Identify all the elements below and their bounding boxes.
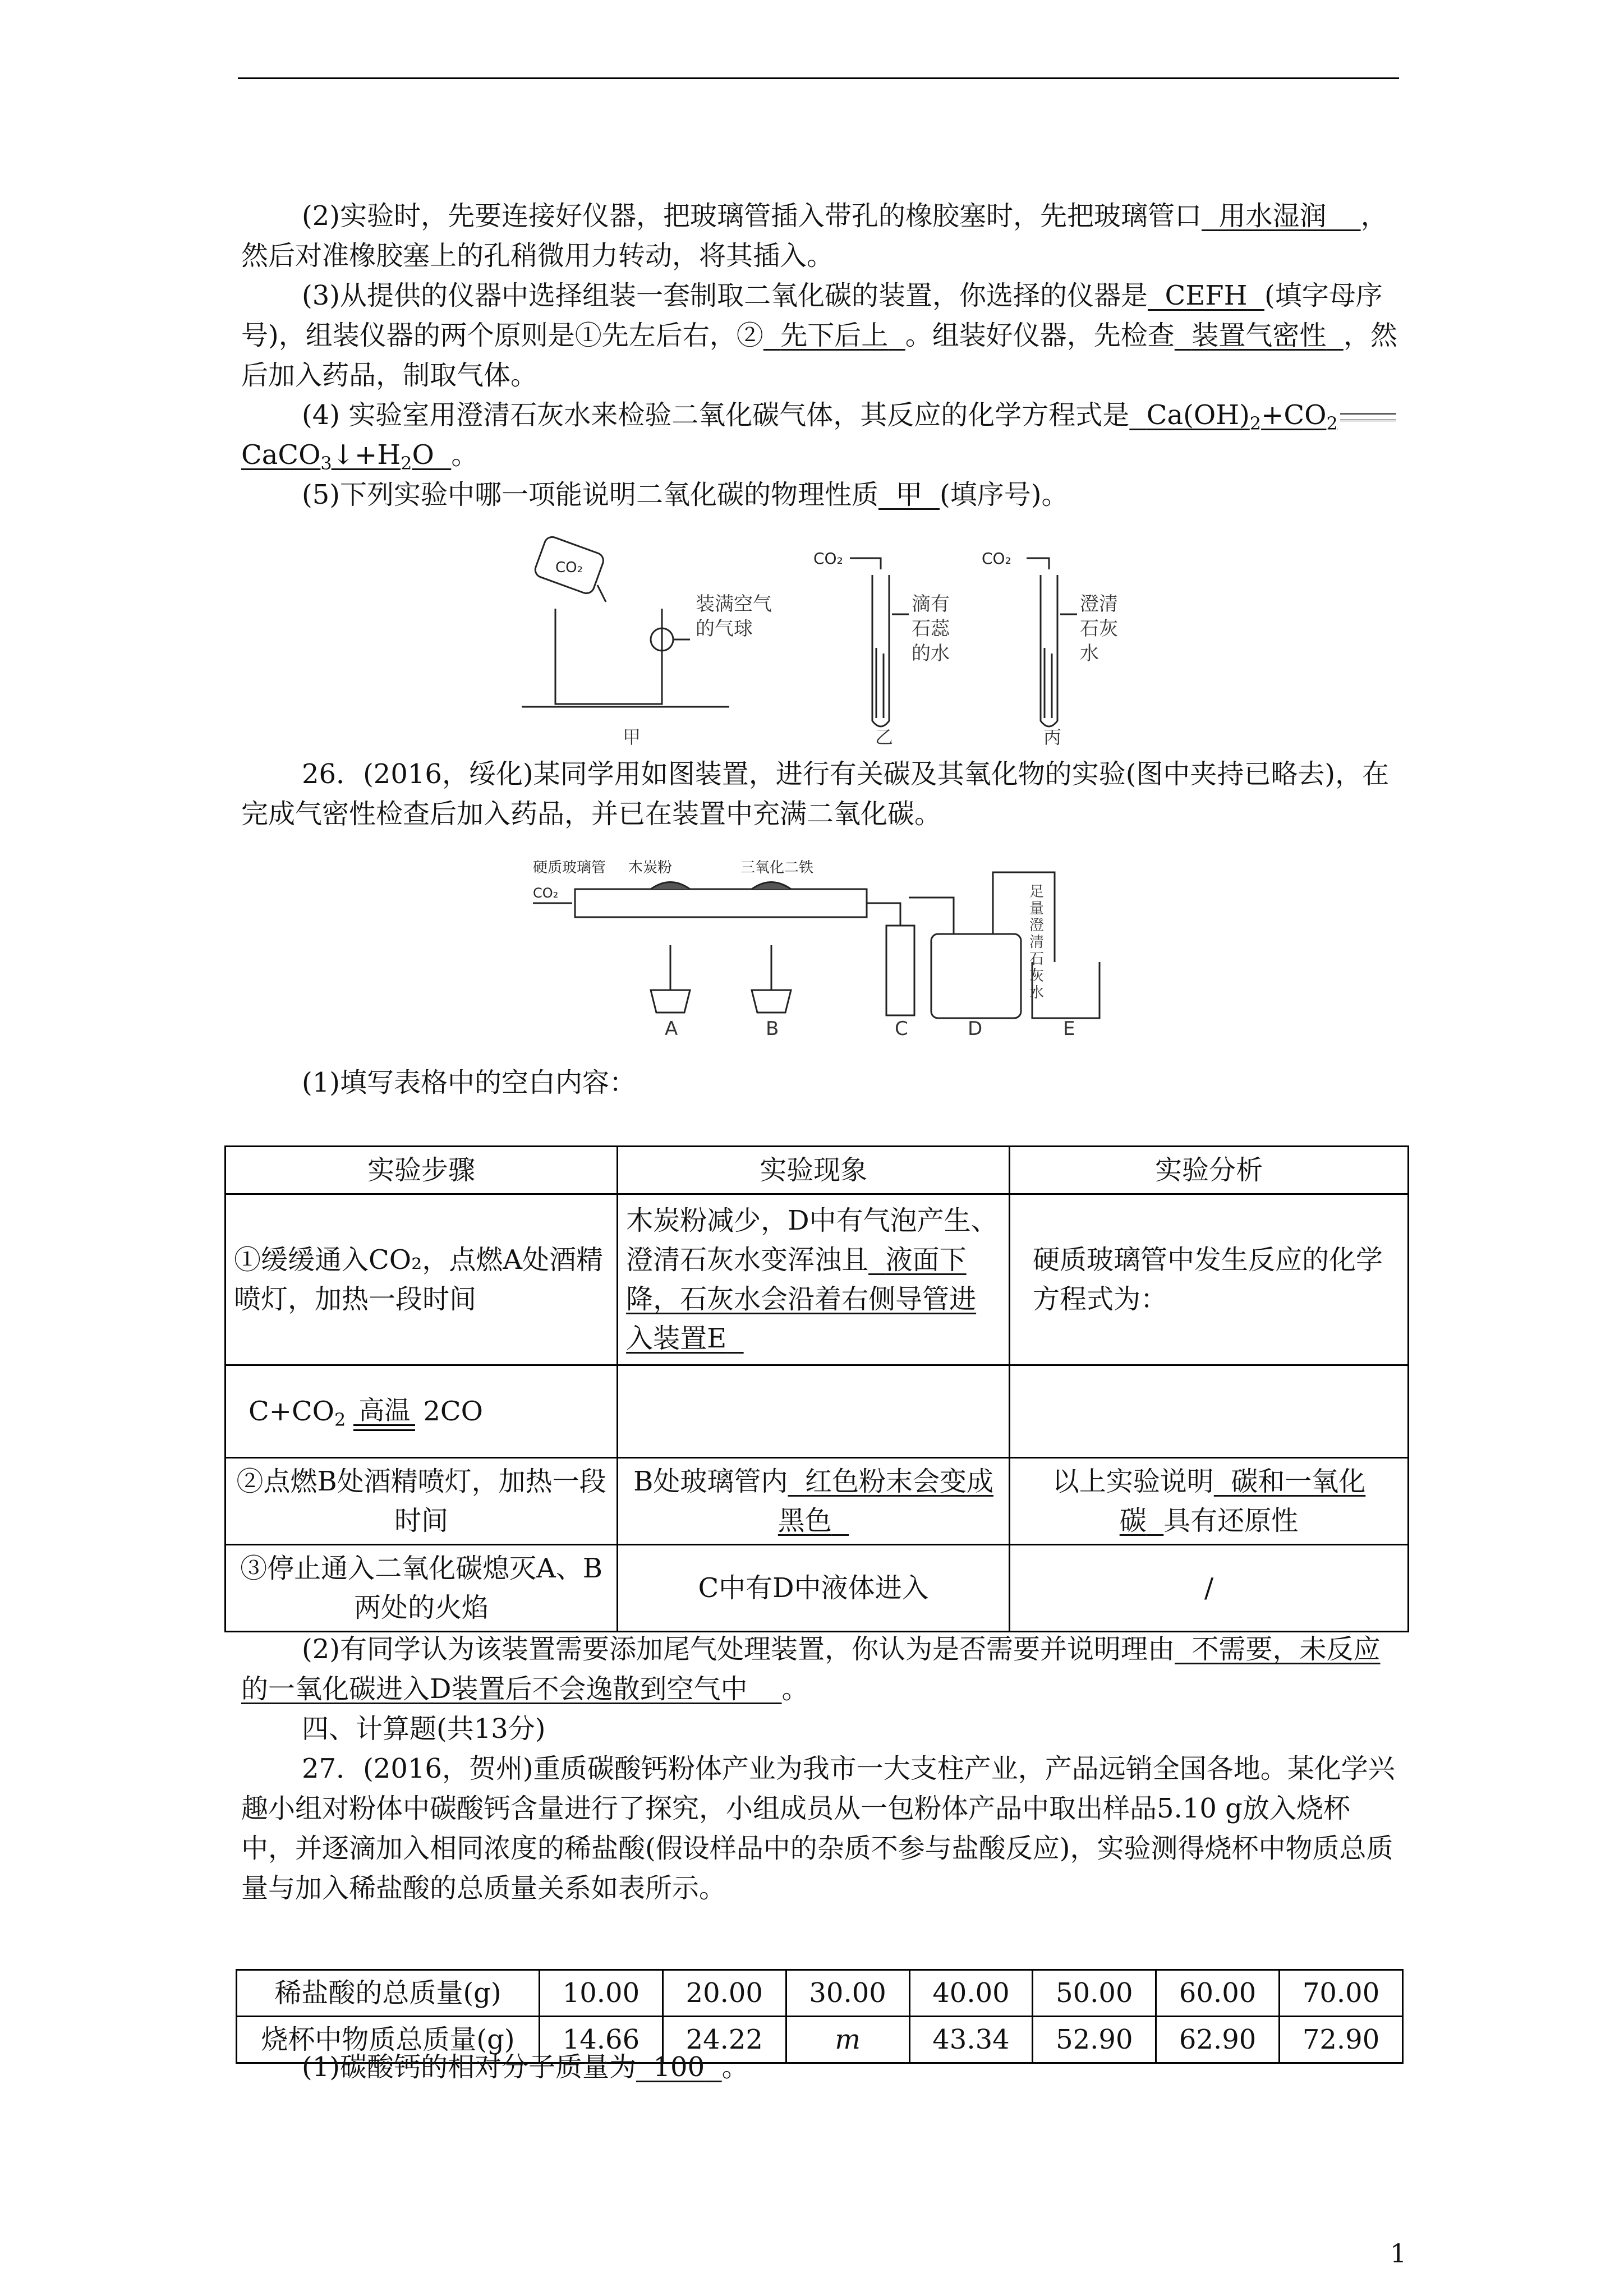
reaction-condition: 高温 (353, 1396, 415, 1431)
table-cell: 52.90 (1033, 2017, 1156, 2063)
fig1-co2-label: CO₂ (982, 549, 1011, 568)
page-number: 1 (1390, 2238, 1407, 2269)
header-rule (238, 77, 1399, 79)
table-cell: 50.00 (1033, 1970, 1156, 2017)
answer-blank: CEFH (1165, 280, 1248, 311)
table-cell (618, 1365, 1010, 1458)
answer-blank: 先下后上 (780, 320, 889, 351)
equation-cell: $C+CO_2$ 高温 2CO (226, 1365, 618, 1458)
header-cell: 实验分析 (1010, 1147, 1409, 1194)
answer-blank: 用水湿润 (1218, 200, 1327, 232)
fig1-litmus-label: 滴有石蕊的水 (912, 593, 950, 665)
table-cell: 20.00 (663, 1970, 786, 2017)
fig1-balloon-label: 装满空气的气球 (696, 593, 772, 640)
table-header-row (226, 1147, 1409, 1194)
test-tube-icon (872, 575, 889, 726)
answer-blank: 装置气密性 (1191, 320, 1327, 351)
table-cell: 木炭粉减少，D中有气泡产生、澄清石灰水变浑浊且 液面下降，石灰水会沿着右侧导管进入装置E (618, 1194, 1010, 1365)
question-25-continuation (241, 196, 1402, 515)
answer-blank: 红色粉末会变成黑色 (778, 1466, 993, 1536)
header-cell: 实验步骤 (226, 1147, 618, 1194)
table-cell: 14.66 (540, 2017, 663, 2063)
fig2-fe2o3-label: 三氧化二铁 (740, 859, 814, 876)
fig1-label-bing: 丙 (1043, 726, 1062, 748)
fig1-limewater-label: 澄清石灰水 (1080, 593, 1118, 665)
answer-blank: 甲 (895, 479, 923, 510)
fig2-label-d: D (968, 1018, 983, 1040)
answer-blank: 100 (653, 2051, 705, 2083)
answer-blank: 碳和一氧化碳 (1119, 1466, 1366, 1536)
q27-sub1: (1)碳酸钙的相对分子质量为 100 。 (302, 2051, 749, 2083)
test-tube-icon (1041, 575, 1057, 726)
table-cell: 40.00 (909, 1970, 1033, 2017)
table-row (237, 1970, 1403, 2017)
table-cell: 10.00 (540, 1970, 663, 2017)
q25-part5: (5)下列实验中哪一项能说明二氧化碳的物理性质 甲 (填序号)。 (302, 479, 1069, 510)
table-row (226, 1194, 1409, 1365)
figure-co2-experiments (522, 536, 1150, 752)
q27-intro: 27．(2016，贺州)重质碳酸钙粉体产业为我市一大支柱产业，产品远销全国各地。某化学兴趣小组对粉体中碳酸钙含量进行了探究，小组成员从一包粉体产品中取出样品5.10 g放入烧杯中，并逐滴加入相同浓度的稀盐酸(假设样品中的杂质不参与盐酸反应)，实验测得烧杯中物质总质量与加入稀盐酸的总质量关系如表所示。 (241, 1753, 1395, 1904)
section-heading: 四、计算题(共13分) (302, 1713, 546, 1745)
fig2-label-c: C (895, 1018, 908, 1040)
q26-sub2: (2)有同学认为该装置需要添加尾气处理装置，你认为是否需要并说明理由 不需要，未反应的一氧化碳进入D装置后不会逸散到空气中 。 四、计算题(共13分) 27．(2016，贺州)重质碳酸钙粉体产业为我市一大支柱产业，产品远销全国各地。某化学兴趣小组对粉体中碳酸钙含量进行了探究，小组成员从一包粉体产品中取出样品5.10 g放入烧杯中，并逐滴加入相同浓度的稀盐酸(假设样品中的杂质不参与盐酸反应)，实验测得烧杯中物质总质量与加入稀盐酸的总质量关系如表所示。 (241, 1630, 1402, 1908)
header-cell: 实验现象 (618, 1147, 1010, 1194)
fig2-limewater-label: 足量澄清石灰水 (1029, 884, 1045, 1001)
table-cell: m (786, 2017, 909, 2063)
fig1-label-yi: 乙 (875, 726, 894, 748)
table-cell: 62.90 (1156, 2017, 1280, 2063)
fig2-tube-label: 硬质玻璃管 (533, 859, 606, 876)
experiment-table (224, 1145, 1409, 1632)
fig1-co2-label: CO₂ (555, 559, 583, 576)
beaker-icon (555, 609, 662, 704)
table-cell: 30.00 (786, 1970, 909, 2017)
table-cell: 72.90 (1280, 2017, 1403, 2063)
q25-part2: (2)实验时，先要连接好仪器，把玻璃管插入带孔的橡胶塞时，先把玻璃管口 用水湿润 ，然后对准橡胶塞上的孔稍微用力转动，将其插入。 (241, 200, 1388, 272)
alcohol-lamp-icon (752, 990, 791, 1013)
bottle-d-icon (931, 934, 1021, 1018)
q26-sub1: (1)填写表格中的空白内容： (302, 1067, 636, 1098)
fig2-label-a: A (665, 1018, 678, 1040)
table-cell: / (1010, 1545, 1409, 1632)
row-label: 稀盐酸的总质量(g) (237, 1970, 540, 2017)
table-cell: 60.00 (1156, 1970, 1280, 2017)
table-cell (1010, 1365, 1409, 1458)
answer-blank: 液面下降，石灰水会沿着右侧导管进入装置E (626, 1244, 977, 1354)
fig1-label-jia: 甲 (623, 726, 641, 748)
fig2-carbon-label: 木炭粉 (628, 859, 673, 876)
answer-blank: 不需要，未反应的一氧化碳进入D装置后不会逸散到空气中 (241, 1634, 1381, 1705)
row-label: 烧杯中物质总质量(g) (237, 2017, 540, 2063)
table-cell: ①缓缓通入CO₂，点燃A处酒精喷灯，加热一段时间 (226, 1194, 618, 1365)
fig2-label-b: B (766, 1018, 779, 1040)
fig1-co2-label: CO₂ (813, 549, 843, 568)
table-cell: 24.22 (663, 2017, 786, 2063)
alcohol-lamp-icon (651, 990, 690, 1013)
table-cell: B处玻璃管内 红色粉末会变成黑色 (618, 1458, 1010, 1545)
table-cell: C中有D中液体进入 (618, 1545, 1010, 1632)
q25-part3: (3)从提供的仪器中选择组装一套制取二氧化碳的装置，你选择的仪器是 CEFH (填字母序号)，组装仪器的两个原则是①先左后右，② 先下后上 。组装好仪器，先检查 装置气密性 ，然后加入药品，制取气体。 (241, 280, 1397, 391)
table-cell: 43.34 (909, 2017, 1033, 2063)
table-cell: ③停止通入二氧化碳熄灭A、B两处的火焰 (226, 1545, 618, 1632)
fig2-co2-label: CO₂ (533, 885, 559, 901)
table-cell: 硬质玻璃管中发生反应的化学方程式为： (1010, 1194, 1409, 1365)
q25-part4: (4) 实验室用澄清石灰水来检验二氧化碳气体，其反应的化学方程式是 $Ca(OH)_2+CO_2CaCO_3↓+H_2O$ 。 (241, 395, 1402, 475)
figure-carbon-apparatus (527, 850, 1144, 1041)
tube-c-icon (886, 926, 914, 1015)
table-row (226, 1458, 1409, 1545)
question-26-intro: 26．(2016，绥化)某同学用如图装置，进行有关碳及其氧化物的实验(图中夹持已略去)，在完成气密性检查后加入药品，并已在装置中充满二氧化碳。 (241, 758, 1390, 830)
fig2-label-e: E (1063, 1018, 1075, 1040)
table-cell: 70.00 (1280, 1970, 1403, 2017)
table-cell: ②点燃B处酒精喷灯，加热一段时间 (226, 1458, 618, 1545)
glass-tube-icon (575, 889, 867, 917)
equals-sign (1340, 413, 1396, 421)
answer-equation: $Ca(OH)_2+CO_2$ (1146, 399, 1338, 434)
table-row (226, 1365, 1409, 1458)
table-cell: 以上实验说明 碳和一氧化碳 具有还原性 (1010, 1458, 1409, 1545)
table-row (226, 1545, 1409, 1632)
